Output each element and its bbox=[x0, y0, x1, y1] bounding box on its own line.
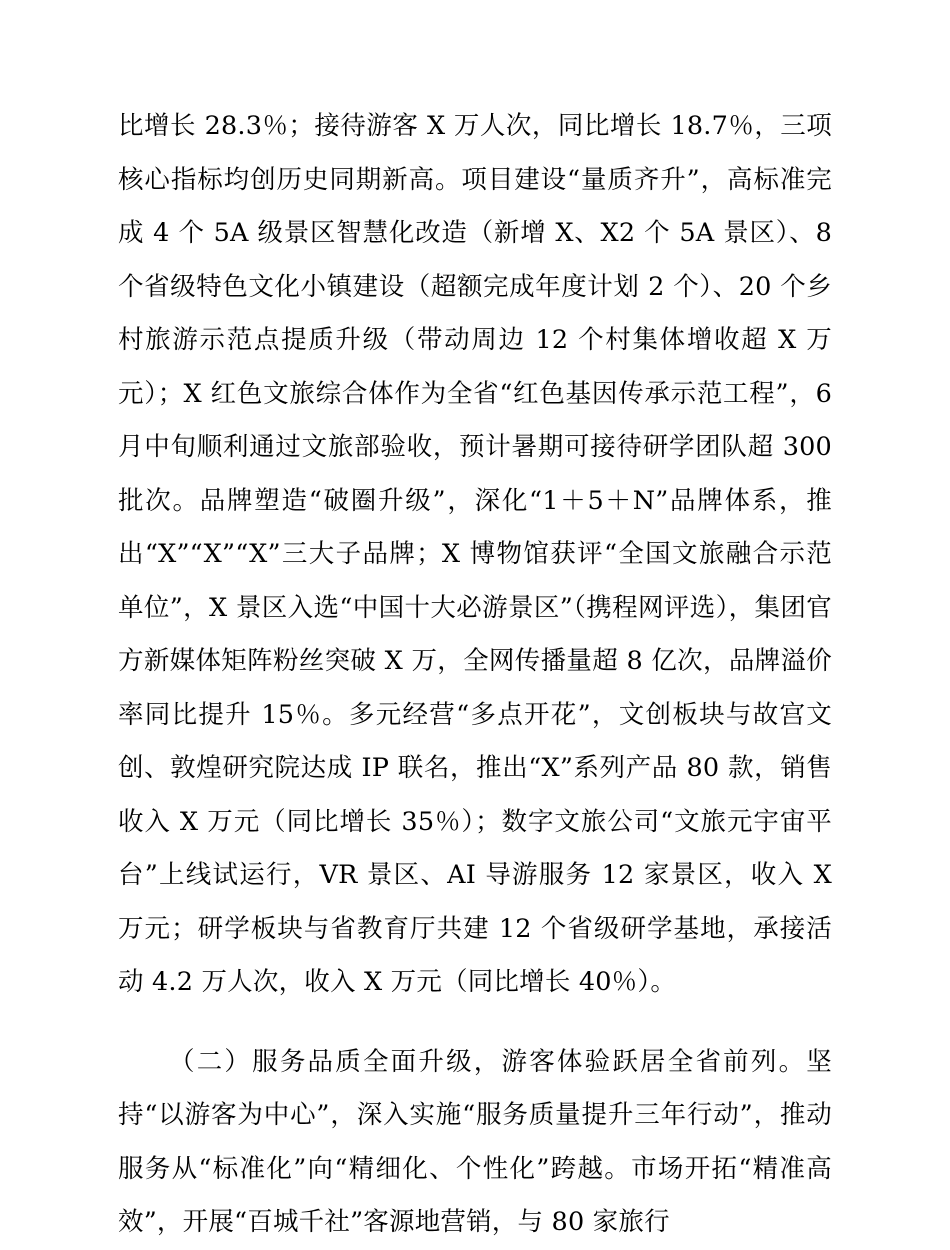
paragraph-continuation: 比增长 28.3％；接待游客 X 万人次，同比增长 18.7％，三项核心指标均创历史同期新高。项目建设“量质齐升”，高标准完成 4 个 5A 级景区智慧化改造（新增 X、X2 个 5A 景区）、8 个省级特色文化小镇建设（超额完成年度计划 2 个）、20 个乡村旅游示范点提质升级（带动周边 12 个村集体增收超 X 万元）；X 红色文旅综合体作为全省“红色基因传承示范工程”，6 月中旬顺利通过文旅部验收，预计暑期可接待研学团队超 300 批次。品牌塑造“破圈升级”，深化“1＋5＋N”品牌体系，推出“X”“X”“X”三大子品牌；X 博物馆获评“全国文旅融合示范单位”，X 景区入选“中国十大必游景区”（携程网评选），集团官方新媒体矩阵粉丝突破 X 万，全网传播量超 8 亿次，品牌溢价率同比提升 15％。多元经营“多点开花”，文创板块与故宫文创、敦煌研究院达成 IP 联名，推出“X”系列产品 80 款，销售收入 X 万元（同比增长 35％）；数字文旅公司“文旅元宇宙平台”上线试运行，VR 景区、AI 导游服务 12 家景区，收入 X 万元；研学板块与省教育厅共建 12 个省级研学基地，承接活动 4.2 万人次，收入 X 万元（同比增长 40％）。 bbox=[118, 111, 832, 997]
paragraph-section-two: （二）服务品质全面升级，游客体验跃居全省前列。坚持“以游客为中心”，深入实施“服务质量提升三年行动”，推动服务从“标准化”向“精细化、个性化”跨越。市场开拓“精准高效”，开展“百城千社”客源地营销，与 80 家旅行 bbox=[118, 1046, 832, 1237]
document-body bbox=[118, 100, 832, 1250]
